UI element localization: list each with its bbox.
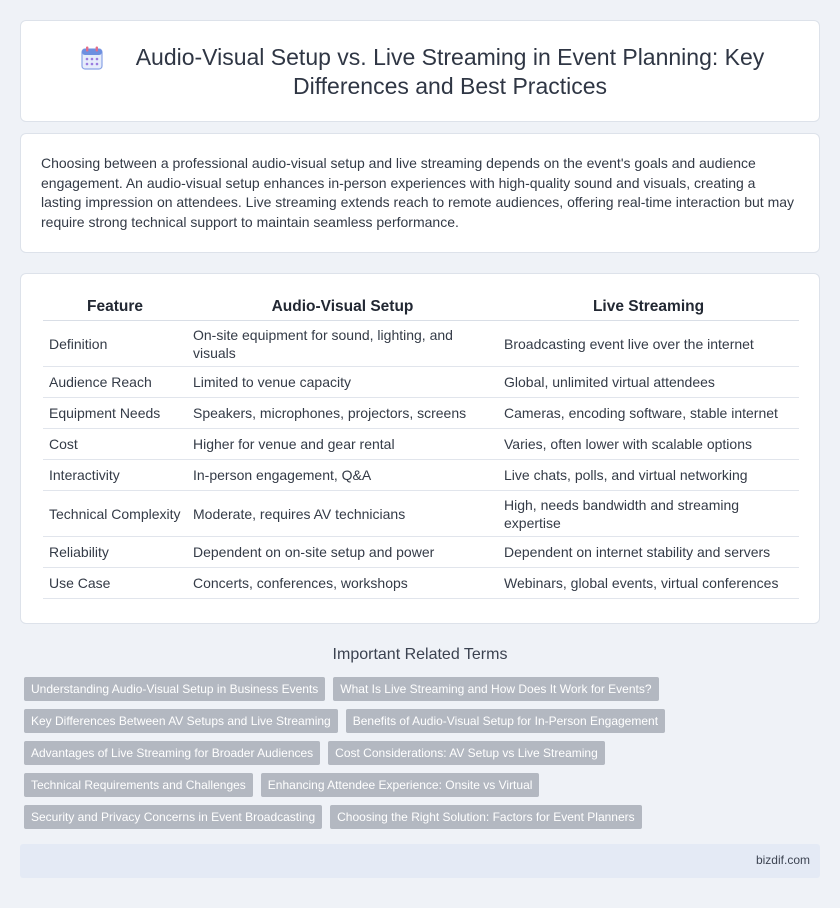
related-term-link[interactable]: Enhancing Attendee Experience: Onsite vs Virtual: [261, 773, 540, 797]
av-cell: Higher for venue and gear rental: [187, 429, 498, 460]
av-cell: Moderate, requires AV technicians: [187, 491, 498, 537]
intro-card: [20, 133, 820, 253]
table-row: [43, 321, 799, 367]
streaming-cell: Live chats, polls, and virtual networking: [498, 460, 799, 491]
tag-row: [24, 677, 724, 701]
tag-row: [24, 805, 724, 829]
header-audio-visual-setup: Audio-Visual Setup: [187, 292, 498, 321]
feature-cell: Interactivity: [43, 460, 187, 491]
related-term-link[interactable]: Security and Privacy Concerns in Event Broadcasting: [24, 805, 322, 829]
streaming-cell: High, needs bandwidth and streaming expertise: [498, 491, 799, 537]
header-feature: Feature: [43, 292, 187, 321]
streaming-cell: Webinars, global events, virtual conferences: [498, 568, 799, 599]
related-term-link[interactable]: Benefits of Audio-Visual Setup for In-Person Engagement: [346, 709, 665, 733]
table-row: [43, 537, 799, 568]
feature-cell: Cost: [43, 429, 187, 460]
av-cell: Limited to venue capacity: [187, 367, 498, 398]
comparison-table: [43, 292, 799, 599]
feature-cell: Definition: [43, 321, 187, 367]
table-row: [43, 568, 799, 599]
feature-cell: Equipment Needs: [43, 398, 187, 429]
comparison-table-card: [20, 273, 820, 624]
page-title: Audio-Visual Setup vs. Live Streaming in Event Planning: Key Differences and Best Practices: [135, 44, 765, 99]
header-live-streaming: Live Streaming: [498, 292, 799, 321]
related-term-link[interactable]: What Is Live Streaming and How Does It Work for Events?: [333, 677, 658, 701]
related-terms-list: [24, 677, 724, 837]
related-terms-title: Important Related Terms: [332, 646, 508, 663]
streaming-cell: Varies, often lower with scalable options: [498, 429, 799, 460]
av-cell: Dependent on on-site setup and power: [187, 537, 498, 568]
table-row: [43, 460, 799, 491]
table-row: [43, 429, 799, 460]
streaming-cell: Broadcasting event live over the internet: [498, 321, 799, 367]
header-card: [20, 20, 820, 122]
streaming-cell: Cameras, encoding software, stable internet: [498, 398, 799, 429]
streaming-cell: Global, unlimited virtual attendees: [498, 367, 799, 398]
feature-cell: Reliability: [43, 537, 187, 568]
footer-site-name[interactable]: bizdif.com: [755, 853, 810, 867]
footer-bar: [20, 844, 820, 878]
related-term-link[interactable]: Advantages of Live Streaming for Broader Audiences: [24, 741, 320, 765]
related-term-link[interactable]: Key Differences Between AV Setups and Live Streaming: [24, 709, 338, 733]
table-row: [43, 398, 799, 429]
tag-row: [24, 741, 724, 765]
feature-cell: Use Case: [43, 568, 187, 599]
related-term-link[interactable]: Choosing the Right Solution: Factors for Event Planners: [330, 805, 642, 829]
av-cell: On-site equipment for sound, lighting, and visuals: [187, 321, 498, 367]
table-row: [43, 491, 799, 537]
feature-cell: Technical Complexity: [43, 491, 187, 537]
tag-row: [24, 773, 724, 797]
related-term-link[interactable]: Understanding Audio-Visual Setup in Business Events: [24, 677, 325, 701]
av-cell: Speakers, microphones, projectors, screens: [187, 398, 498, 429]
related-term-link[interactable]: Technical Requirements and Challenges: [24, 773, 253, 797]
av-cell: In-person engagement, Q&A: [187, 460, 498, 491]
streaming-cell: Dependent on internet stability and servers: [498, 537, 799, 568]
tag-row: [24, 709, 724, 733]
table-header-row: [43, 292, 799, 321]
intro-text: Choosing between a professional audio-visual setup and live streaming depends on the event's goals and audience engagement. An audio-visual setup enhances in-person experiences with high-quality sound and visuals, creating a lasting impression on attendees. Live streaming extends reach to remote audiences, offering real-time interaction but may require strong technical support to maintain seamless performance.: [41, 155, 795, 230]
table-row: [43, 367, 799, 398]
av-cell: Concerts, conferences, workshops: [187, 568, 498, 599]
feature-cell: Audience Reach: [43, 367, 187, 398]
related-term-link[interactable]: Cost Considerations: AV Setup vs Live Streaming: [328, 741, 605, 765]
